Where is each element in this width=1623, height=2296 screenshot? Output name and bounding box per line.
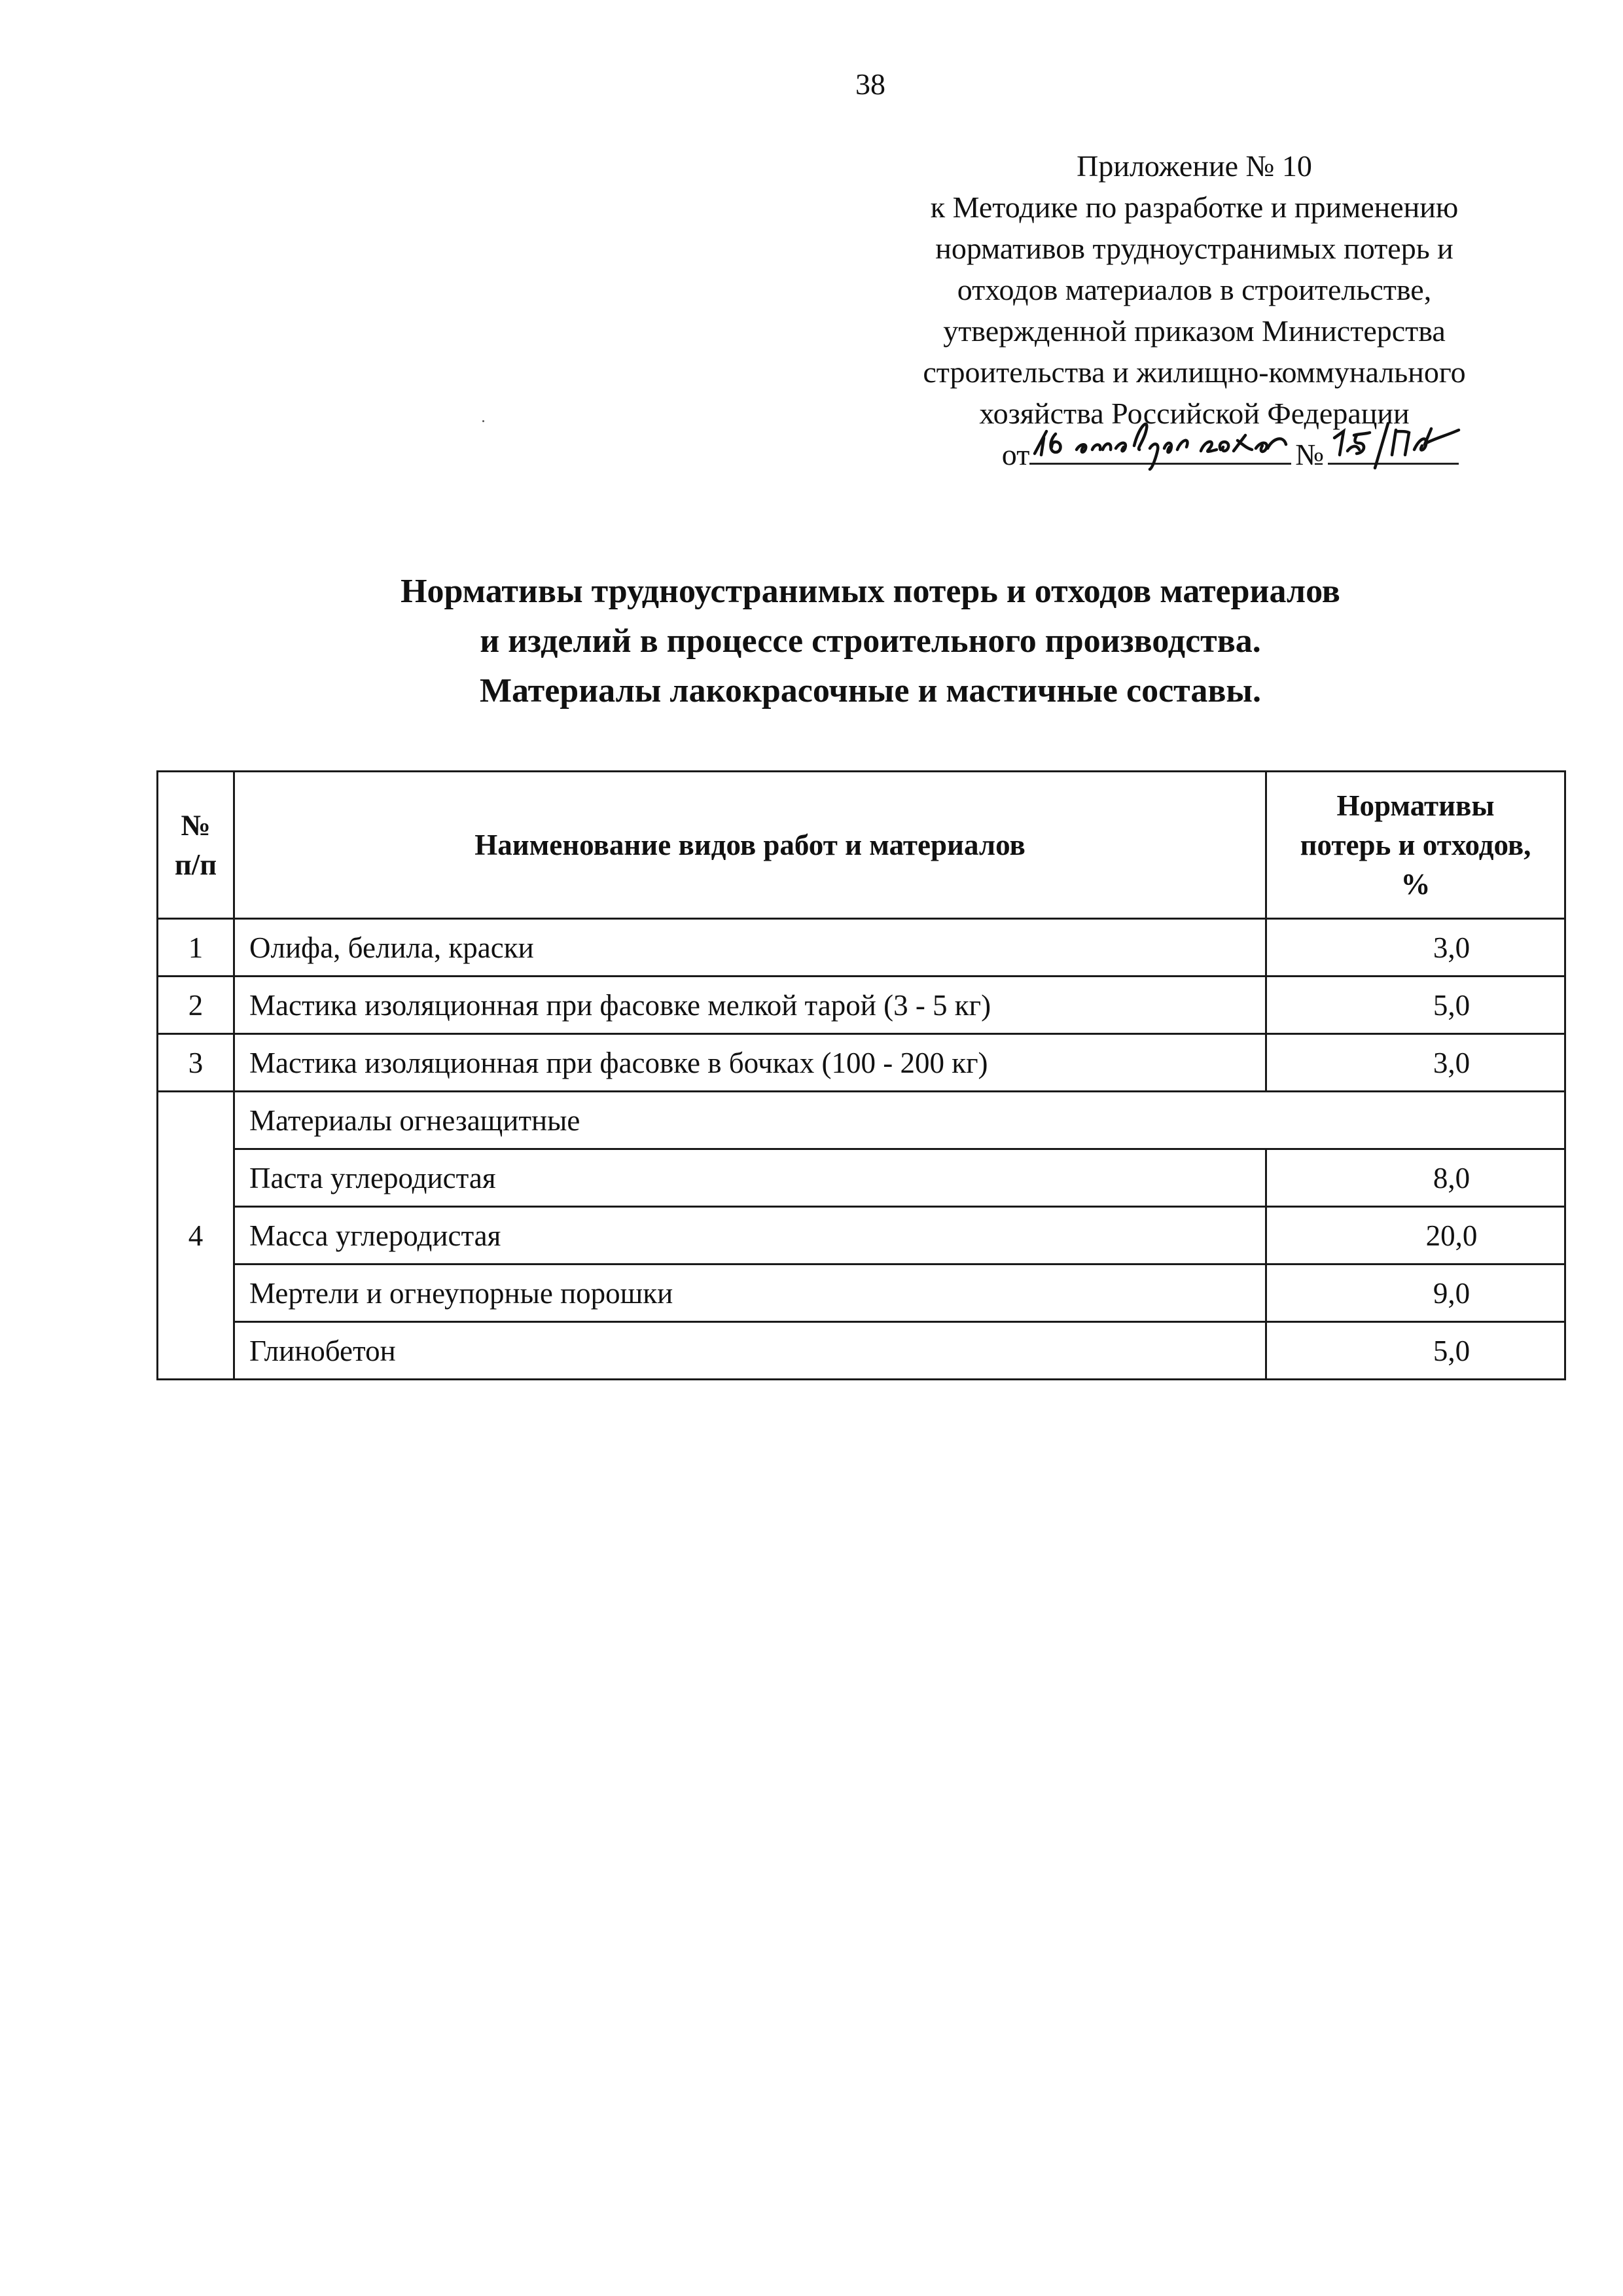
table-header-row [158, 772, 1565, 919]
appendix-line: строительства и жилищно-коммунального [923, 355, 1466, 389]
row-value-text: 8,0 [1433, 1161, 1471, 1194]
appendix-line: отходов материалов в строительстве, [957, 273, 1432, 306]
order-date-prefix: от [1001, 438, 1030, 471]
row-number: 3 [158, 1034, 234, 1092]
row-value [1266, 1322, 1565, 1380]
row-value [1266, 1034, 1565, 1092]
table-row [158, 919, 1565, 977]
row-value [1266, 977, 1565, 1034]
title-line: Материалы лакокрасочные и мастичные составы. [479, 672, 1262, 709]
appendix-header [798, 145, 1590, 475]
row-number: 2 [158, 977, 234, 1034]
row-name: Масса углеродистая [234, 1207, 1266, 1265]
row-value-text: 20,0 [1425, 1219, 1478, 1252]
row-value-text: 3,0 [1433, 931, 1471, 964]
handwritten-date-signature [1029, 412, 1304, 471]
row-name: Мастика изоляционная при фасовке мелкой тарой (3 - 5 кг) [234, 977, 1266, 1034]
row-name: Мастика изоляционная при фасовке в бочках (100 - 200 кг) [234, 1034, 1266, 1092]
header-norms-line: Нормативы [1336, 789, 1495, 822]
table-row [158, 1207, 1565, 1265]
table-row [158, 1149, 1565, 1207]
order-date-field [1029, 434, 1291, 465]
row-name: Паста углеродистая [234, 1149, 1266, 1207]
group-title: Материалы огнезащитные [234, 1092, 1565, 1149]
document-title [131, 567, 1610, 716]
row-value-text: 3,0 [1433, 1046, 1471, 1079]
header-norms-line: потерь и отходов, [1300, 829, 1531, 861]
table-row [158, 977, 1565, 1034]
norms-table [156, 770, 1566, 1380]
table-row [158, 1034, 1565, 1092]
order-number-label: № [1295, 438, 1325, 471]
title-line: Нормативы трудноустранимых потерь и отходов материалов [401, 573, 1340, 610]
row-value-text: 5,0 [1433, 1334, 1471, 1367]
row-name: Мертели и огнеупорные порошки [234, 1265, 1266, 1322]
row-name: Глинобетон [234, 1322, 1266, 1380]
row-name: Олифа, белила, краски [234, 919, 1266, 977]
table-group-row [158, 1092, 1565, 1149]
header-number [158, 772, 234, 919]
appendix-line: к Методике по разработке и применению [930, 190, 1459, 224]
title-line: и изделий в процессе строительного производства. [480, 622, 1261, 660]
row-value-text: 9,0 [1433, 1276, 1471, 1310]
appendix-line: нормативов трудноустранимых потерь и [935, 232, 1454, 265]
appendix-line: хозяйства Российской Федерации [979, 397, 1410, 430]
table-row [158, 1265, 1565, 1322]
order-number-field [1328, 434, 1459, 465]
row-value [1266, 1265, 1565, 1322]
group-number: 4 [158, 1092, 234, 1380]
order-signature-line [798, 434, 1590, 475]
header-norms-line: % [1400, 868, 1431, 901]
header-norms [1266, 772, 1565, 919]
stray-mark [482, 420, 484, 422]
page-number: 38 [855, 67, 885, 101]
row-value [1266, 1149, 1565, 1207]
appendix-line: утвержденной приказом Министерства [943, 314, 1446, 348]
header-name: Наименование видов работ и материалов [234, 772, 1266, 919]
header-number-line: № [181, 809, 211, 842]
appendix-line: Приложение № 10 [1077, 149, 1312, 183]
row-value-text: 5,0 [1433, 988, 1471, 1022]
handwritten-number-signature [1328, 412, 1485, 471]
row-number: 1 [158, 919, 234, 977]
table-row [158, 1322, 1565, 1380]
header-number-line: п/п [174, 848, 217, 881]
row-value [1266, 1207, 1565, 1265]
row-value [1266, 919, 1565, 977]
